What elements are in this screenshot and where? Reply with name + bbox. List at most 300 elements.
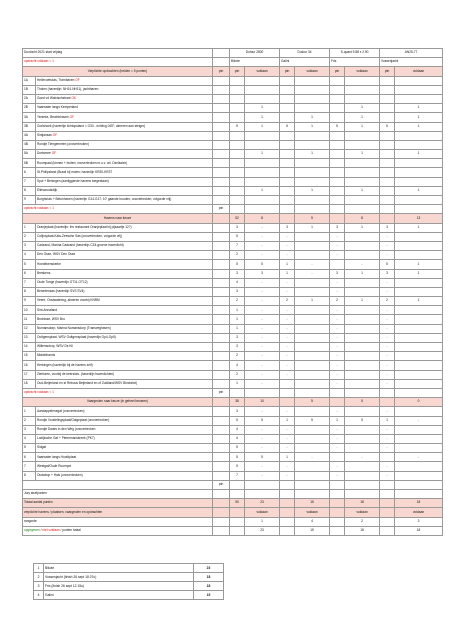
- cell: [395, 490, 443, 499]
- row-id: 2A: [23, 94, 36, 103]
- rank-number: 3: [34, 582, 44, 591]
- value-cell: [330, 76, 345, 85]
- cell: [213, 260, 230, 269]
- value-cell: [295, 168, 330, 177]
- value-cell: -: [395, 416, 443, 425]
- value-cell: 3: [230, 407, 245, 416]
- ranking-row: [34, 564, 224, 573]
- value-cell: [330, 260, 345, 269]
- value-cell: [245, 196, 280, 205]
- value-cell: 3: [230, 269, 245, 278]
- value-cell: -: [245, 278, 280, 287]
- value-cell: [395, 76, 443, 85]
- value-cell: -: [330, 232, 345, 241]
- value-cell: [280, 159, 295, 168]
- value-cell: -: [280, 434, 295, 443]
- ranking-row: [34, 573, 224, 582]
- value-cell: [230, 159, 245, 168]
- haven-row: [23, 315, 443, 324]
- value-cell: [295, 241, 330, 250]
- section-total: [330, 214, 345, 223]
- row-name: Breskens: [36, 269, 213, 278]
- row-name: Oude Tonge (havenlijn OT11-OT12): [36, 278, 213, 287]
- value-cell: -: [245, 361, 280, 370]
- value-cell: [395, 333, 443, 342]
- value-cell: [245, 140, 280, 149]
- cell: [213, 526, 230, 535]
- value-cell: -: [380, 333, 395, 342]
- value-cell: -: [295, 269, 330, 278]
- opdracht-note: opdracht voldaan = 1: [23, 58, 213, 67]
- value-cell: -: [245, 287, 280, 296]
- row-name: Goed vd Walvischstrant OK: [36, 94, 213, 103]
- value-cell: 5: [245, 260, 280, 269]
- row-id: 4B: [23, 140, 36, 149]
- value-cell: [245, 94, 280, 103]
- value-cell: 1: [345, 150, 380, 159]
- row-name: Oud-Beijerland en st Rebuus Beijerland en of Zuidland/WSV Binckelot): [36, 379, 213, 388]
- cell: [295, 388, 330, 397]
- row-id: 3: [23, 241, 36, 250]
- value-cell: [345, 140, 380, 149]
- value-cell: -: [280, 324, 295, 333]
- cell: [245, 480, 280, 489]
- value-cell: [395, 85, 443, 94]
- value-cell: -: [280, 361, 295, 370]
- value-cell: 1: [230, 324, 245, 333]
- value-cell: -: [330, 444, 345, 453]
- value-cell: -: [245, 462, 280, 471]
- haven-row: [23, 278, 443, 287]
- cell: [213, 306, 230, 315]
- value-cell: -: [380, 352, 395, 361]
- value-cell: -: [380, 471, 395, 480]
- value-cell: 18: [345, 526, 380, 535]
- row-id: 13: [23, 333, 36, 342]
- haven-row: [23, 223, 443, 232]
- value-cell: -: [330, 434, 345, 443]
- value-cell: 5: [245, 416, 280, 425]
- value-cell: [345, 361, 380, 370]
- haven-row: [23, 306, 443, 315]
- cell: [213, 434, 230, 443]
- value-cell: [380, 85, 395, 94]
- cell: [213, 425, 230, 434]
- value-cell: [380, 168, 395, 177]
- value-cell: -: [280, 471, 295, 480]
- value-cell: [280, 113, 295, 122]
- value-cell: -: [295, 260, 330, 269]
- vaargeul-row: [23, 444, 443, 453]
- section-total: [380, 398, 395, 407]
- spreadsheet: [22, 48, 442, 536]
- row-name: Sidgat: [36, 444, 213, 453]
- row-name: Veere, Oostwatering, almeren voorbij KNRM: [36, 297, 213, 306]
- cell: [213, 361, 230, 370]
- value-cell: 1: [295, 223, 330, 232]
- cell: [213, 508, 230, 517]
- value-cell: [230, 150, 245, 159]
- value-cell: -: [380, 370, 395, 379]
- value-cell: [295, 425, 330, 434]
- totaal-row-label: Totaal aantal punten: [23, 499, 213, 508]
- value-cell: -: [245, 223, 280, 232]
- value-cell: [395, 306, 443, 315]
- value-cell: [295, 131, 330, 140]
- cell: [380, 480, 395, 489]
- row-id: 1: [23, 407, 36, 416]
- value-cell: 18: [395, 526, 443, 535]
- cell: [230, 388, 245, 397]
- verplicht-row: [23, 186, 443, 195]
- value-cell: [345, 168, 380, 177]
- value-cell: 2: [230, 352, 245, 361]
- value-cell: [295, 370, 330, 379]
- row-name: Ooltgensplaat, WSV Ooltgensplaat (havenlijn Op4-Op5): [36, 333, 213, 342]
- value-cell: -: [280, 315, 295, 324]
- value-cell: 5: [230, 453, 245, 462]
- section-total: 8: [345, 214, 380, 223]
- column-header: ptn: [330, 67, 345, 76]
- cell: [330, 480, 345, 489]
- cell: [280, 480, 295, 489]
- value-cell: [330, 177, 345, 186]
- value-cell: -: [330, 425, 345, 434]
- vaargeul-row: [23, 471, 443, 480]
- value-cell: [345, 196, 380, 205]
- value-cell: -: [380, 444, 395, 453]
- value-cell: [330, 499, 345, 508]
- value-cell: [395, 407, 443, 416]
- haven-row: [23, 232, 443, 241]
- value-cell: [380, 140, 395, 149]
- value-cell: 5: [345, 416, 380, 425]
- value-cell: [395, 131, 443, 140]
- value-cell: -: [330, 361, 345, 370]
- cell: [213, 232, 230, 241]
- opdracht-row-1: [23, 205, 443, 214]
- value-cell: [295, 104, 330, 113]
- value-cell: -: [280, 241, 295, 250]
- value-cell: 4: [230, 434, 245, 443]
- column-header: voldaan: [245, 67, 280, 76]
- row-id: 4A: [23, 131, 36, 140]
- row-id: 3A: [23, 113, 36, 122]
- value-cell: -: [330, 324, 345, 333]
- value-cell: -: [380, 425, 395, 434]
- value-cell: [345, 232, 380, 241]
- value-cell: -: [330, 306, 345, 315]
- value-cell: [345, 434, 380, 443]
- value-cell: 1: [345, 122, 380, 131]
- verplicht-row: [23, 76, 443, 85]
- value-cell: [395, 159, 443, 168]
- value-cell: [230, 526, 245, 535]
- value-cell: -: [295, 453, 330, 462]
- value-cell: [295, 140, 330, 149]
- value-cell: [380, 517, 395, 526]
- value-cell: -: [380, 306, 395, 315]
- value-cell: -: [245, 333, 280, 342]
- value-cell: 1: [280, 416, 295, 425]
- value-cell: 2: [330, 297, 345, 306]
- row-name: Aandappelenegat (onoverbroken): [36, 407, 213, 416]
- boat-type-2: Dufour 34: [280, 49, 330, 58]
- value-cell: 1: [245, 186, 280, 195]
- cell: [280, 490, 295, 499]
- section-total: [380, 214, 395, 223]
- column-header: ptn: [380, 67, 395, 76]
- value-cell: [395, 462, 443, 471]
- value-cell: [395, 140, 443, 149]
- cell: [213, 196, 230, 205]
- value-cell: -: [330, 370, 345, 379]
- value-cell: -: [280, 287, 295, 296]
- value-cell: [330, 168, 345, 177]
- haven-row: [23, 260, 443, 269]
- value-cell: [395, 177, 443, 186]
- value-cell: [280, 379, 295, 388]
- value-cell: 1: [295, 150, 330, 159]
- value-cell: -: [330, 287, 345, 296]
- value-cell: [345, 324, 380, 333]
- cell: [345, 388, 380, 397]
- value-cell: [245, 131, 280, 140]
- section-total: 0: [395, 398, 443, 407]
- value-cell: 18: [345, 499, 380, 508]
- row-id: 9: [23, 297, 36, 306]
- column-header: voldaan: [395, 67, 443, 76]
- vaargeul-row: [23, 434, 443, 443]
- value-cell: 4: [230, 278, 245, 287]
- value-cell: -: [245, 370, 280, 379]
- cell: [213, 85, 230, 94]
- value-cell: [230, 131, 245, 140]
- value-cell: voldaan: [245, 508, 280, 517]
- value-cell: [380, 186, 395, 195]
- row-id: 5: [23, 260, 36, 269]
- row-name: St.Philipsland (Brawl bij molen; havenlijn KR30-KR37: [36, 168, 213, 177]
- row-name: Den Osse, WSV Den Osse: [36, 251, 213, 260]
- value-cell: [230, 76, 245, 85]
- row-name: Gorishoek (havenlijn lichtopstand = O34 - richting 045°; almeren aan steiger): [36, 122, 213, 131]
- value-cell: [395, 324, 443, 333]
- boat-type-1: Dufour 2800: [230, 49, 280, 58]
- value-cell: [280, 76, 295, 85]
- cell: [213, 287, 230, 296]
- row-name: Burghsluis + Betonhaven (havenlijn G14-G17; 10' gaande houden; onoverbroken; volgorde vrij): [36, 196, 213, 205]
- value-cell: 2: [280, 297, 295, 306]
- value-cell: [280, 526, 295, 535]
- value-cell: 1: [345, 297, 380, 306]
- section-title-havens: Havens naar keuze: [23, 214, 213, 223]
- value-cell: [345, 159, 380, 168]
- value-cell: -: [330, 379, 345, 388]
- haven-row: [23, 269, 443, 278]
- row-name: Numansdorp, Marina Numansdorp (Tramweghaven): [36, 324, 213, 333]
- value-cell: -: [330, 251, 345, 260]
- value-cell: [230, 196, 245, 205]
- value-cell: [395, 434, 443, 443]
- value-cell: [345, 131, 380, 140]
- haven-row: [23, 297, 443, 306]
- value-cell: [245, 76, 280, 85]
- rank-points: 18: [194, 582, 224, 591]
- value-cell: [280, 508, 295, 517]
- cell: [230, 480, 245, 489]
- value-cell: 2: [345, 517, 380, 526]
- cell: [395, 205, 443, 214]
- value-cell: [395, 471, 443, 480]
- verplicht-row: [23, 177, 443, 186]
- vaargeul-row: [23, 407, 443, 416]
- value-cell: [280, 196, 295, 205]
- value-cell: 5: [230, 232, 245, 241]
- results-table: [22, 48, 443, 536]
- cell: [245, 205, 280, 214]
- value-cell: [345, 306, 380, 315]
- value-cell: [295, 444, 330, 453]
- value-cell: -: [280, 370, 295, 379]
- value-cell: [280, 140, 295, 149]
- haven-row: [23, 251, 443, 260]
- value-cell: [345, 287, 380, 296]
- value-cell: [395, 444, 443, 453]
- cell: [213, 131, 230, 140]
- rank-boat: Fris (finish 26 sept 12.15u): [44, 582, 194, 591]
- value-cell: -: [380, 278, 395, 287]
- value-cell: 1: [345, 186, 380, 195]
- cell: [213, 186, 230, 195]
- value-cell: 2: [230, 370, 245, 379]
- value-cell: 5: [295, 416, 330, 425]
- value-cell: [280, 186, 295, 195]
- value-cell: [295, 361, 330, 370]
- section-total: [330, 398, 345, 407]
- value-cell: 3: [230, 223, 245, 232]
- value-cell: -: [245, 379, 280, 388]
- row-id: 14: [23, 343, 36, 352]
- value-cell: [295, 434, 330, 443]
- row-id: 3: [23, 425, 36, 434]
- value-cell: [295, 177, 330, 186]
- value-cell: [280, 177, 295, 186]
- section-title-vaargeulen: Vaargeulen naar keuze (in geheel bevaren): [23, 398, 213, 407]
- value-cell: 4: [295, 517, 330, 526]
- value-cell: 3: [395, 517, 443, 526]
- column-header: ptn: [230, 67, 245, 76]
- row-id: 18: [23, 379, 36, 388]
- cell: [230, 490, 245, 499]
- value-cell: [345, 241, 380, 250]
- row-name: Roompaal (binnen + buiten; onoverbroken m.u.v. ort. Dzelkaize): [36, 159, 213, 168]
- section-total: 5: [295, 214, 330, 223]
- value-cell: 5: [280, 122, 295, 131]
- value-cell: -: [280, 278, 295, 287]
- row-id: 6: [23, 269, 36, 278]
- row-id: 5: [23, 444, 36, 453]
- haven-row: [23, 241, 443, 250]
- value-cell: -: [245, 232, 280, 241]
- value-cell: [345, 370, 380, 379]
- value-cell: [380, 499, 395, 508]
- rangorde-label: rangorde: [23, 517, 213, 526]
- value-cell: 1: [295, 297, 330, 306]
- value-cell: 2: [380, 297, 395, 306]
- section-total: 8: [245, 214, 280, 223]
- value-cell: [380, 159, 395, 168]
- cell: [213, 370, 230, 379]
- value-cell: [295, 315, 330, 324]
- row-name: Rondje Dwars in den Weg (onoverbroken: [36, 425, 213, 434]
- cell: [213, 269, 230, 278]
- value-cell: [345, 462, 380, 471]
- header-row-columns: [23, 67, 443, 76]
- cell: [213, 297, 230, 306]
- row-id: 8: [23, 287, 36, 296]
- cell: [213, 490, 230, 499]
- cell: [330, 490, 345, 499]
- row-name: Sintjansas OF: [36, 131, 213, 140]
- row-name: Zierikzee, voorbij de keersluis. (havenlijn havenlichten): [36, 370, 213, 379]
- cell: [395, 388, 443, 397]
- value-cell: 1: [395, 104, 443, 113]
- cell: [380, 205, 395, 214]
- value-cell: 1: [295, 113, 330, 122]
- cell: [213, 122, 230, 131]
- vaargeul-row: [23, 416, 443, 425]
- value-cell: [295, 232, 330, 241]
- boat-type-3: S-quant 9.88 x 2.90: [330, 49, 380, 58]
- value-cell: -: [280, 425, 295, 434]
- value-cell: -: [280, 407, 295, 416]
- value-cell: -: [245, 352, 280, 361]
- haven-row: [23, 379, 443, 388]
- value-cell: [345, 444, 380, 453]
- value-cell: -: [330, 241, 345, 250]
- value-cell: -: [245, 343, 280, 352]
- ranking-row: [34, 582, 224, 591]
- legend-label: opgegeven / niet voldaan / punten totaal: [23, 526, 213, 535]
- value-cell: -: [330, 315, 345, 324]
- value-cell: [245, 85, 280, 94]
- value-cell: 3: [230, 343, 245, 352]
- value-cell: [295, 407, 330, 416]
- value-cell: [330, 150, 345, 159]
- value-cell: -: [245, 306, 280, 315]
- value-cell: 5: [245, 453, 280, 462]
- value-cell: [345, 352, 380, 361]
- value-cell: [245, 168, 280, 177]
- row-id: 1: [23, 223, 36, 232]
- value-cell: -: [330, 407, 345, 416]
- value-cell: -: [380, 287, 395, 296]
- value-cell: [395, 287, 443, 296]
- haven-row: [23, 352, 443, 361]
- row-name: Hellevoetsluis, Trambaven OF: [36, 76, 213, 85]
- cell: [213, 49, 230, 58]
- cell: [213, 352, 230, 361]
- verplicht-row: [23, 140, 443, 149]
- row-name: Elleswoutsdijk: [36, 186, 213, 195]
- value-cell: 5: [230, 462, 245, 471]
- value-cell: -: [280, 343, 295, 352]
- rank-number: 4: [34, 591, 44, 600]
- value-cell: 1: [395, 260, 443, 269]
- section-total: [280, 214, 295, 223]
- value-cell: [280, 168, 295, 177]
- value-cell: -: [330, 352, 345, 361]
